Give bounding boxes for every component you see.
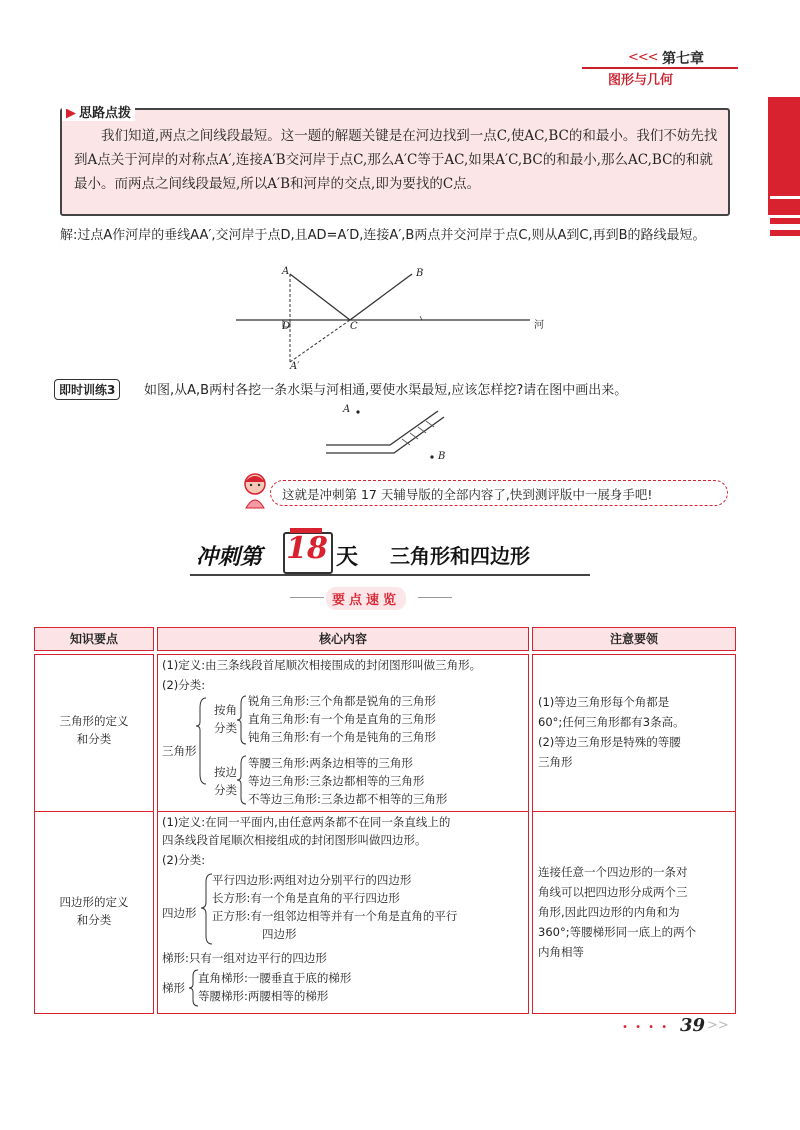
title-underline (190, 574, 590, 576)
row2-point-line: 和分类 (76, 913, 112, 927)
row1-point (34, 712, 154, 748)
page-number: 39 (680, 1015, 706, 1036)
list-item: 平行四边形:两组对边分别平行的四边形 (212, 873, 412, 887)
day-title-prefix: 冲刺第 (196, 544, 263, 570)
chapter-label: 第七章 (662, 51, 704, 67)
table-header-note: 注意要领 (532, 627, 736, 651)
day-topic: 三角形和四边形 (390, 544, 530, 568)
list-item: 直角三角形:有一个角是直角的三角形 (248, 712, 436, 726)
day-title-suffix: 天 (336, 545, 359, 570)
quad-types-list (212, 871, 457, 943)
note-line: 360°;等腰梯形同一底上的两个 (538, 925, 697, 939)
note-line: 60°;任何三角形都有3条高。 (538, 715, 685, 729)
point-c-label: C (350, 321, 358, 332)
tip-text: 我们知道,两点之间线段最短。这一题的解题关键是在河边找到一点C,使AC,BC的和最小。我们不妨先找到A点关于河岸的对称点A′,连接A′B交河岸于点C,那么A′C等于AC,如果A′C,BC的和最小,那么AC,BC的和就最小。而两点之间线段最短,所以A′B和河岸的交点,即为要找的C点。 (74, 128, 718, 192)
table-header-content: 核心内容 (157, 627, 529, 651)
note-line: 连接任意一个四边形的一条对 (538, 865, 688, 879)
cartoon-girl-icon (240, 472, 270, 510)
row1-point-line: 和分类 (76, 732, 112, 746)
by-side-label-line: 分类 (214, 783, 237, 797)
row2-note (538, 862, 734, 962)
list-item: 正方形:有一组邻边相等并有一个角是直角的平行 (212, 909, 458, 923)
point-b-dot (430, 455, 433, 458)
header-arrows: <<< (628, 50, 658, 65)
by-angle-label-line: 分类 (214, 721, 237, 735)
tip-label-text: 思路点拨 (79, 106, 132, 121)
row1-note (538, 692, 734, 772)
by-angle-label (214, 701, 237, 737)
row1-classification: (2)分类: (162, 678, 206, 692)
solution-text: 解:过点A作河岸的垂线AA′,交河岸于点D,且AD=A′D,连接A′,B两点并交河岸于点C,则从A到C,再到B的路线最短。 (60, 228, 706, 243)
list-item: 等腰梯形:两腰相等的梯形 (198, 989, 329, 1003)
exercise-tag: 即时训练3 (54, 379, 120, 400)
edge-tab-gap (770, 196, 800, 199)
by-side-label (214, 763, 237, 799)
point-a-prime-label: A′ (290, 361, 300, 372)
note-line: 角线可以把四边形分成两个三 (538, 885, 688, 899)
row1-definition: (1)定义:由三条线段首尾顺次相接围成的封闭图形叫做三角形。 (162, 658, 482, 672)
point-b-label: B (416, 268, 424, 279)
segment-a-prime-c (290, 320, 350, 362)
row2-point-line: 四边形的定义 (59, 895, 129, 909)
trapezoid-definition: 梯形:只有一组对边平行的四边形 (162, 951, 327, 965)
speech-text: 这就是冲刺第 17 天辅导版的全部内容了,快到测评版中一展身手吧! (282, 487, 653, 502)
note-line: (2)等边三角形是特殊的等腰 (538, 735, 681, 749)
river-label: 河 (534, 320, 544, 331)
row2-definition (162, 813, 450, 849)
chapter-subtitle: 图形与几何 (608, 73, 674, 88)
row1-point-line: 三角形的定义 (59, 714, 129, 728)
trapezoid-root: 梯形 (162, 981, 185, 995)
list-item: 等边三角形:三条边都相等的三角形 (248, 774, 425, 788)
edge-tab-bar (770, 230, 800, 236)
note-line: 三角形 (538, 755, 573, 769)
list-item: 四边形 (262, 927, 297, 941)
trapezoid-types (198, 969, 351, 1005)
exercise-text: 如图,从A,B两村各挖一条水渠与河相通,要使水渠最短,应该怎样挖?请在图中画出来。 (144, 383, 628, 398)
list-item: 不等边三角形:三条边都不相等的三角形 (248, 792, 448, 806)
definition-line: (1)定义:在同一平面内,由任意两条都不在同一条直线上的 (162, 815, 451, 829)
note-line: 内角相等 (538, 945, 584, 959)
by-side-label-line: 按边 (214, 765, 237, 779)
section-title: 要点速览 (326, 587, 406, 610)
river-lower-bank (326, 417, 444, 453)
section-line-right (418, 597, 452, 598)
village-b-label: B (438, 451, 446, 462)
note-line: (1)等边三角形每个角都是 (538, 695, 670, 709)
section-line-left (290, 597, 324, 598)
point-a-label: A (282, 266, 290, 277)
list-item: 直角梯形:一腰垂直于底的梯形 (198, 971, 352, 985)
tip-label (62, 102, 135, 121)
row1-root: 三角形 (162, 744, 197, 758)
row2-point (34, 893, 154, 929)
segment-ac (290, 274, 350, 320)
point-d-label: D (282, 321, 291, 332)
edge-tab-bar (770, 218, 800, 224)
river-upper-bank (326, 411, 438, 445)
list-item: 长方形:有一个角是直角的平行四边形 (212, 891, 400, 905)
point-a-dot (356, 410, 359, 413)
list-item: 钝角三角形:有一个角是钝角的三角形 (248, 730, 436, 744)
river-figure (230, 262, 560, 372)
footer-arrows: >> (707, 1018, 729, 1033)
flag-icon (66, 109, 76, 119)
by-angle-label-line: 按角 (214, 703, 237, 717)
row2-root: 四边形 (162, 906, 197, 920)
definition-line: 四条线段首尾顺次相接组成的封闭图形叫做四边形。 (162, 833, 427, 847)
by-angle-list (248, 692, 436, 746)
table-header-point: 知识要点 (34, 627, 154, 651)
row2-classification: (2)分类: (162, 853, 206, 867)
tick-mark (420, 316, 422, 320)
by-side-list (248, 754, 447, 808)
segment-cb (350, 274, 412, 320)
village-a-label: A (343, 404, 351, 415)
day-number: 18 (286, 531, 328, 566)
footer-dots: • • • • (622, 1022, 670, 1033)
list-item: 等腰三角形:两条边相等的三角形 (248, 756, 413, 770)
list-item: 锐角三角形:三个角都是锐角的三角形 (248, 694, 436, 708)
note-line: 角形,因此四边形的内角和为 (538, 905, 680, 919)
